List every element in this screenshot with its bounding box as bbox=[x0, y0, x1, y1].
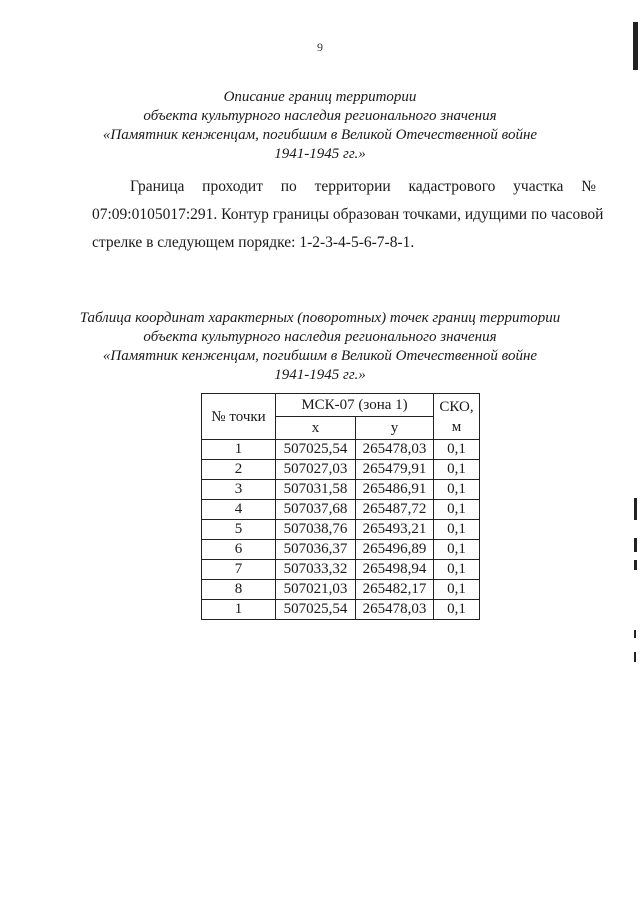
cell-sko: 0,1 bbox=[434, 560, 480, 580]
header-point: № точки bbox=[202, 394, 276, 440]
table-title-line: объекта культурного наследия регионального значения bbox=[143, 329, 497, 345]
cell-sko: 0,1 bbox=[434, 440, 480, 460]
paragraph-line: 07:09:0105017:291. Контур границы образован точками, идущими по часовой bbox=[92, 206, 604, 223]
cell-sko: 0,1 bbox=[434, 520, 480, 540]
table-row bbox=[202, 460, 480, 480]
coordinates-table bbox=[201, 393, 480, 620]
cell-x: 507037,68 bbox=[276, 500, 356, 520]
cell-sko: 0,1 bbox=[434, 580, 480, 600]
cell-x: 507031,58 bbox=[276, 480, 356, 500]
table-row bbox=[202, 580, 480, 600]
cell-x: 507025,54 bbox=[276, 600, 356, 620]
section-title-line: объекта культурного наследия регионального значения bbox=[143, 108, 497, 124]
cell-point: 7 bbox=[202, 560, 276, 580]
cell-point: 6 bbox=[202, 540, 276, 560]
cell-point: 1 bbox=[202, 440, 276, 460]
cell-sko: 0,1 bbox=[434, 500, 480, 520]
cell-y: 265493,21 bbox=[356, 520, 434, 540]
cell-y: 265478,03 bbox=[356, 600, 434, 620]
section-title-line: Описание границ территории bbox=[223, 89, 417, 105]
cell-y: 265482,17 bbox=[356, 580, 434, 600]
paragraph-line: стрелке в следующем порядке: 1-2-3-4-5-6-7-8-1. bbox=[92, 234, 415, 251]
scan-edge-mark bbox=[634, 498, 637, 520]
header-sko bbox=[434, 394, 480, 440]
cell-point: 8 bbox=[202, 580, 276, 600]
scan-edge-mark bbox=[634, 560, 637, 570]
cell-sko: 0,1 bbox=[434, 600, 480, 620]
table-title-line: Таблица координат характерных (поворотных) точек границ территории bbox=[79, 310, 561, 326]
section-title bbox=[60, 88, 580, 164]
header-sko-unit: м bbox=[451, 418, 462, 435]
cell-x: 507027,03 bbox=[276, 460, 356, 480]
paragraph-line: Граница проходит по территории кадастрового участка № bbox=[130, 178, 596, 195]
scan-edge-mark bbox=[633, 22, 638, 70]
cell-y: 265487,72 bbox=[356, 500, 434, 520]
cell-x: 507036,37 bbox=[276, 540, 356, 560]
table-title-line: 1941-1945 гг.» bbox=[274, 367, 366, 383]
cell-y: 265496,89 bbox=[356, 540, 434, 560]
cell-point: 4 bbox=[202, 500, 276, 520]
cell-sko: 0,1 bbox=[434, 480, 480, 500]
header-sko-label: СКО, bbox=[439, 398, 474, 415]
header-coordinate-system: МСК-07 (зона 1) bbox=[276, 394, 434, 417]
cell-x: 507033,32 bbox=[276, 560, 356, 580]
header-y: y bbox=[356, 417, 434, 440]
cell-point: 5 bbox=[202, 520, 276, 540]
table-row bbox=[202, 520, 480, 540]
section-title-line: «Памятник кенженцам, погибшим в Великой Отечественной войне bbox=[102, 127, 538, 143]
table-row bbox=[202, 440, 480, 460]
table-row bbox=[202, 480, 480, 500]
cell-point: 1 bbox=[202, 600, 276, 620]
table-title bbox=[60, 309, 580, 385]
cell-sko: 0,1 bbox=[434, 460, 480, 480]
table-row bbox=[202, 560, 480, 580]
boundary-description-paragraph bbox=[92, 173, 604, 257]
table-row bbox=[202, 600, 480, 620]
cell-sko: 0,1 bbox=[434, 540, 480, 560]
table-row bbox=[202, 540, 480, 560]
cell-y: 265498,94 bbox=[356, 560, 434, 580]
cell-y: 265478,03 bbox=[356, 440, 434, 460]
scan-edge-mark bbox=[634, 538, 637, 552]
table-row bbox=[202, 500, 480, 520]
header-x: x bbox=[276, 417, 356, 440]
scan-edge-mark bbox=[634, 630, 636, 638]
cell-x: 507025,54 bbox=[276, 440, 356, 460]
section-title-line: 1941-1945 гг.» bbox=[274, 146, 366, 162]
cell-x: 507038,76 bbox=[276, 520, 356, 540]
cell-point: 3 bbox=[202, 480, 276, 500]
cell-y: 265486,91 bbox=[356, 480, 434, 500]
scan-edge-mark bbox=[634, 652, 636, 662]
cell-y: 265479,91 bbox=[356, 460, 434, 480]
cell-x: 507021,03 bbox=[276, 580, 356, 600]
cell-point: 2 bbox=[202, 460, 276, 480]
page-number: 9 bbox=[317, 40, 323, 54]
table-title-line: «Памятник кенженцам, погибшим в Великой Отечественной войне bbox=[102, 348, 538, 364]
